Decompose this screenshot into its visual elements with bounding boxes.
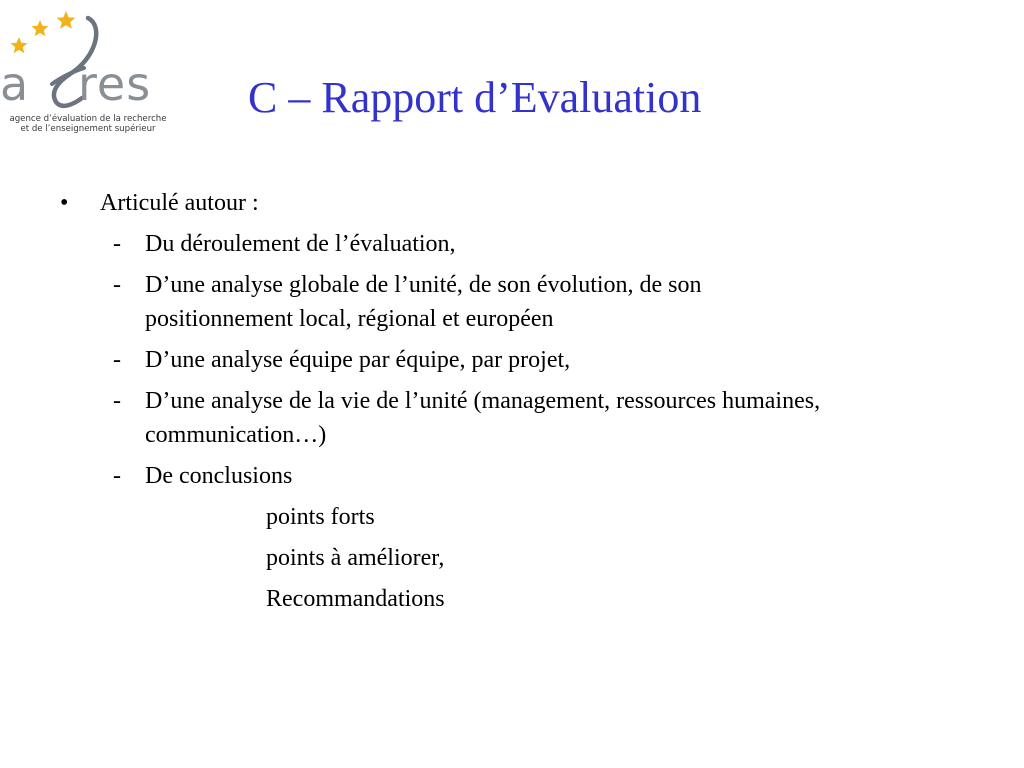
dash-marker: - — [113, 347, 121, 373]
aeres-logo — [0, 8, 180, 138]
dash-marker: - — [113, 231, 121, 257]
dash-marker: - — [113, 272, 121, 298]
bullet-text: Articulé autour : — [100, 190, 259, 216]
conclusion-item: Recommandations — [266, 586, 445, 612]
logo-letter-a: a — [0, 57, 30, 111]
list-item: Du déroulement de l’évaluation, — [145, 231, 456, 257]
list-item: De conclusions — [145, 463, 293, 489]
list-item: D’une analyse de la vie de l’unité (management, ressources humaines, — [145, 388, 821, 414]
star-icon — [57, 11, 76, 29]
slide-title: C – Rapport d’Evaluation — [248, 73, 702, 122]
logo-word-res: res — [78, 57, 152, 111]
list-item-continuation: communication…) — [145, 422, 327, 448]
bullet-marker: • — [60, 190, 69, 216]
conclusion-item: points à améliorer, — [266, 545, 445, 571]
star-icon — [31, 20, 48, 36]
logo-tagline-line2: et de l’enseignement supérieur — [20, 124, 156, 134]
star-icon — [10, 37, 27, 53]
dash-marker: - — [113, 388, 121, 414]
conclusion-item: points forts — [266, 504, 375, 530]
logo-tagline-line1: agence d’évaluation de la recherche — [9, 114, 167, 124]
list-item: D’une analyse globale de l’unité, de son évolution, de son — [145, 272, 702, 298]
dash-marker: - — [113, 463, 121, 489]
list-item-continuation: positionnement local, régional et européen — [145, 306, 554, 332]
list-item: D’une analyse équipe par équipe, par projet, — [145, 347, 571, 373]
